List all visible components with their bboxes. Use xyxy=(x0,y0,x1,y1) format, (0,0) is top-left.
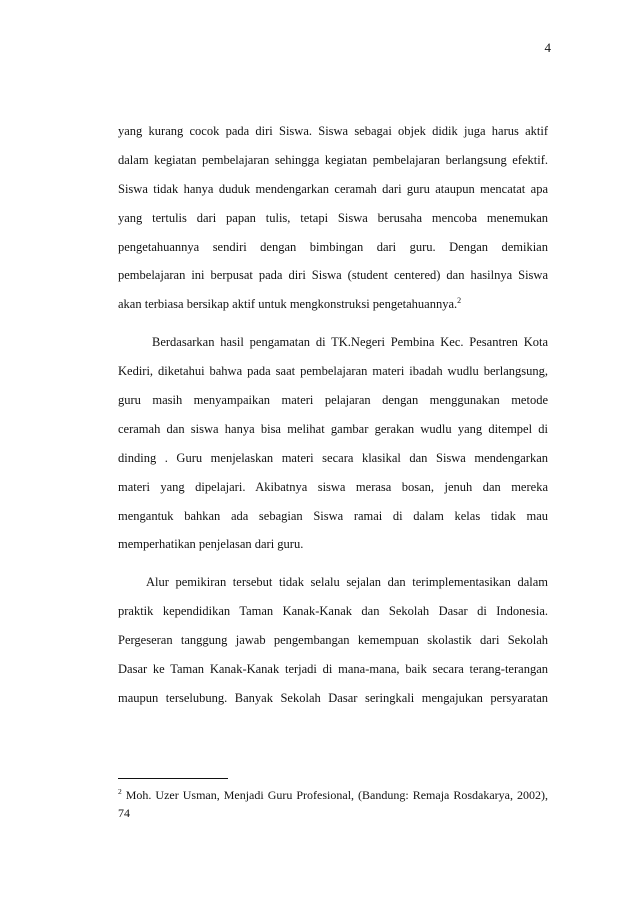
text-span: akan terbiasa bersikap aktif untuk mengkonstruksi pengetahuannya. xyxy=(118,297,458,312)
text-line: memperhatikan penjelasan dari guru. xyxy=(118,537,304,552)
text-line: Pergeseran tanggung jawab pengembangan kemempuan skolastik dari Sekolah xyxy=(118,633,548,648)
text-line xyxy=(118,290,548,319)
text-line: materi yang dipelajari. Akibatnya siswa merasa bosan, jenuh dan mereka xyxy=(118,479,548,494)
body-text xyxy=(118,117,548,713)
text-line: Berdasarkan hasil pengamatan di TK.Negeri Pembina Kec. Pesantren Kota xyxy=(152,335,548,350)
footnote-line xyxy=(118,786,548,804)
paragraph-3 xyxy=(118,568,548,712)
text-line: guru masih menyampaikan materi pelajaran dengan menggunakan metode xyxy=(118,393,548,408)
footnote-divider xyxy=(118,778,228,779)
text-line: Alur pemikiran tersebut tidak selalu sejalan dan terimplementasikan dalam xyxy=(146,575,548,590)
text-line: Dasar ke Taman Kanak-Kanak terjadi di mana-mana, baik secara terang-terangan xyxy=(118,662,548,677)
text-line: pengetahuannya sendiri dengan bimbingan dari guru. Dengan demikian xyxy=(118,239,548,254)
footnote-text: Moh. Uzer Usman, Menjadi Guru Profesional, (Bandung: Remaja Rosdakarya, 2002), xyxy=(125,788,548,802)
paragraph-2 xyxy=(118,328,548,559)
text-line: Kediri, diketahui bahwa pada saat pembelajaran materi ibadah wudlu berlangsung, xyxy=(118,364,548,379)
paragraph-1 xyxy=(118,117,548,319)
text-line: Siswa tidak hanya duduk mendengarkan ceramah dari guru ataupun mencatat apa xyxy=(118,181,548,196)
text-line: dalam kegiatan pembelajaran sehingga kegiatan pembelajaran berlangsung efektif. xyxy=(118,152,548,167)
text-line: maupun terselubung. Banyak Sekolah Dasar seringkali mengajukan persyaratan xyxy=(118,690,548,705)
page-number: 4 xyxy=(544,40,551,55)
text-line: mengantuk bahkan ada sebagian Siswa ramai di dalam kelas tidak mau xyxy=(118,508,548,523)
text-line: yang tertulis dari papan tulis, tetapi Siswa berusaha mencoba menemukan xyxy=(118,210,548,225)
footnote-number: 2 xyxy=(118,787,122,796)
text-line: pembelajaran ini berpusat pada diri Siswa (student centered) dan hasilnya Siswa xyxy=(118,268,548,283)
text-line: dinding . Guru menjelaskan materi secara klasikal dan Siswa mendengarkan xyxy=(118,450,548,465)
footnote xyxy=(118,786,548,822)
text-line: praktik kependidikan Taman Kanak-Kanak dan Sekolah Dasar di Indonesia. xyxy=(118,604,548,619)
footnote-reference[interactable]: 2 xyxy=(457,296,462,306)
footnote-line: 74 xyxy=(118,806,130,820)
text-line: ceramah dan siswa hanya bisa melihat gambar gerakan wudlu yang ditempel di xyxy=(118,421,548,436)
text-line: yang kurang cocok pada diri Siswa. Siswa sebagai objek didik juga harus aktif xyxy=(118,124,548,138)
